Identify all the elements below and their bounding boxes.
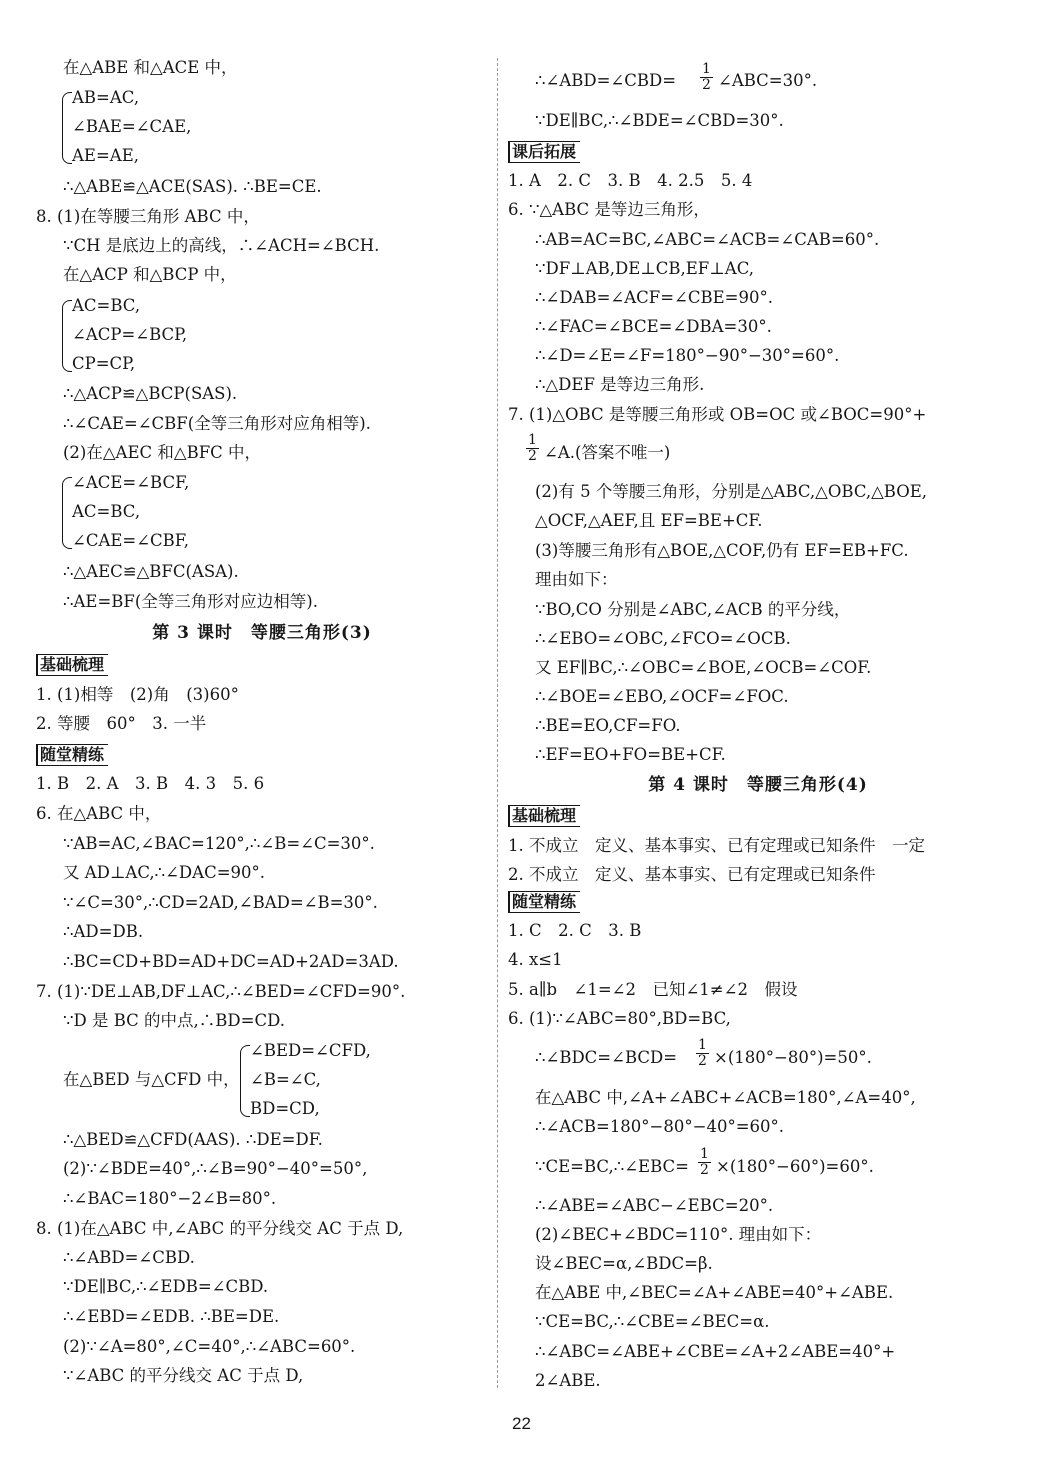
text-line: 在△ABE 和△ACE 中， — [63, 58, 238, 77]
text-line: ∴∠ACB=180°−80°−40°=60°. — [535, 1117, 785, 1136]
section-tag: 基础梳理 — [36, 654, 108, 676]
text-line: ∠CAE=∠CBF, — [72, 531, 189, 550]
section-heading: 第 4 课时 等腰三角形(4) — [648, 775, 868, 795]
text-line: CP=CP, — [72, 354, 136, 373]
question-8: 8. (1)在等腰三角形 ABC 中， — [36, 207, 260, 226]
text-line: ∴∠EBD=∠EDB. ∴BE=DE. — [63, 1307, 280, 1326]
text-line: ∵DE∥BC,∴∠BDE=∠CBD=30°. — [535, 111, 784, 130]
text-line: ∵∠C=30°,∴CD=2AD,∠BAD=∠B=30°. — [63, 893, 378, 912]
text-line: 在△ABE 中,∠BEC=∠A+∠ABE=40°+∠ABE. — [535, 1283, 894, 1302]
text-line: ∵∠ABC 的平分线交 AC 于点 D, — [63, 1366, 304, 1385]
text-line: ∠BED=∠CFD, — [250, 1041, 371, 1060]
text-line: ∵DF⊥AB,DE⊥CB,EF⊥AC, — [535, 259, 754, 278]
text-line: ∵CE=BC,∴∠CBE=∠BEC=α. — [535, 1312, 770, 1331]
text-line: BD=CD, — [250, 1099, 320, 1118]
text-line: (2)∵∠BDE=40°,∴∠B=90°−40°=50°, — [63, 1159, 368, 1178]
text-line: ∴AE=BF(全等三角形对应边相等). — [63, 592, 318, 611]
text-line: 1. B 2. A 3. B 4. 3 5. 6 — [36, 774, 265, 793]
fraction-half — [700, 62, 713, 93]
text-line: ∴EF=EO+FO=BE+CF. — [535, 745, 726, 764]
fraction-numerator: 1 — [700, 1146, 709, 1162]
text-line: ×(180°−80°)=50°. — [714, 1048, 872, 1067]
left-brace-3 — [62, 477, 72, 549]
text-line: 4. x≤1 — [508, 950, 563, 969]
text-line: ∴∠DAB=∠ACF=∠CBE=90°. — [535, 288, 773, 307]
text-line: ∴△ABE≌△ACE(SAS). ∴BE=CE. — [63, 177, 322, 196]
fraction-denominator: 2 — [698, 1053, 707, 1069]
text-line: (2)∠BEC+∠BDC=110°. 理由如下： — [535, 1225, 822, 1244]
column-divider — [497, 58, 498, 1388]
question-6-sec4: 6. (1)∵∠ABC=80°,BD=BC, — [508, 1009, 731, 1028]
left-brace-1 — [62, 92, 72, 164]
text-line: AE=AE, — [72, 146, 139, 165]
text-line: AC=BC, — [72, 502, 141, 521]
fraction-numerator: 1 — [698, 1037, 707, 1053]
text-line: △OCF,△AEF,且 EF=BE+CF. — [535, 511, 763, 530]
question-8b: 8. (1)在△ABC 中,∠ABC 的平分线交 AC 于点 D, — [36, 1219, 404, 1238]
text-line: 设∠BEC=α,∠BDC=β. — [535, 1254, 713, 1273]
text-line: ∠ACE=∠BCF, — [72, 473, 190, 492]
fraction-half — [698, 1147, 711, 1178]
text-line: ∠ABC=30°. — [718, 71, 818, 90]
text-line: 1. (1)相等 (2)角 (3)60° — [36, 685, 239, 704]
text-line: ∴∠EBO=∠OBC,∠FCO=∠OCB. — [535, 629, 791, 648]
question-7-ext: 7. (1)△OBC 是等腰三角形或 OB=OC 或∠BOC=90°+ — [508, 405, 927, 424]
text-line: (3)等腰三角形有△BOE,△COF,仍有 EF=EB+FC. — [535, 541, 909, 560]
text-line: ∴∠BAC=180°−2∠B=80°. — [63, 1189, 277, 1208]
text-line: 5. a∥b ∠1=∠2 已知∠1≠∠2 假设 — [508, 980, 798, 999]
text-line: 又 AD⊥AC,∴∠DAC=90°. — [63, 863, 266, 882]
text-line: ×(180°−60°)=60°. — [716, 1157, 874, 1176]
text-line: ∴AD=DB. — [63, 922, 144, 941]
text-line: ∵D 是 BC 的中点,∴BD=CD. — [63, 1011, 285, 1030]
question-6-ext: 6. ∵△ABC 是等边三角形， — [508, 200, 710, 219]
text-line: ∴AB=AC=BC,∠ABC=∠ACB=∠CAB=60°. — [535, 230, 880, 249]
text-line: 在△ACP 和△BCP 中， — [63, 265, 237, 284]
text-line: ∴∠BDC=∠BCD= — [535, 1048, 678, 1067]
text-line: ∴BE=EO,CF=FO. — [535, 716, 681, 735]
text-line: 1. C 2. C 3. B — [508, 921, 642, 940]
text-line: ∴∠ABE=∠ABC−∠EBC=20°. — [535, 1196, 774, 1215]
text-line: 理由如下： — [535, 570, 618, 589]
fraction-half — [526, 433, 539, 464]
fraction-half — [696, 1038, 709, 1069]
text-line: (2)有 5 个等腰三角形，分别是△ABC,△OBC,△BOE, — [535, 482, 928, 501]
section-tag: 课后拓展 — [508, 141, 580, 163]
text-line: ∴△AEC≌△BFC(ASA). — [63, 562, 239, 581]
text-line: ∠ACP=∠BCP, — [72, 325, 188, 344]
text-line: ∴∠ABC=∠ABE+∠CBE=∠A+2∠ABE=40°+ — [535, 1342, 896, 1361]
text-line: ∠A.(答案不唯一) — [544, 443, 671, 462]
section-tag: 基础梳理 — [508, 805, 580, 827]
question-7: 7. (1)∵DE⊥AB,DF⊥AC,∴∠BED=∠CFD=90°. — [36, 982, 406, 1001]
section-heading: 第 3 课时 等腰三角形(3) — [152, 623, 372, 643]
section-tag: 随堂精练 — [508, 891, 580, 913]
fraction-numerator: 1 — [528, 432, 537, 448]
text-line: ∴△BED≌△CFD(AAS). ∴DE=DF. — [63, 1130, 323, 1149]
text-line: (2)∵∠A=80°,∠C=40°,∴∠ABC=60°. — [63, 1337, 356, 1356]
text-line: ∴△ACP≌△BCP(SAS). — [63, 384, 238, 403]
text-line: ∠BAE=∠CAE, — [72, 117, 192, 136]
fraction-numerator: 1 — [702, 61, 711, 77]
text-line: 又 EF∥BC,∴∠OBC=∠BOE,∠OCB=∠COF. — [535, 658, 872, 677]
text-line: ∴△DEF 是等边三角形. — [535, 375, 705, 394]
text-line: ∴∠CAE=∠CBF(全等三角形对应角相等). — [63, 414, 371, 433]
text-line: ∠B=∠C, — [250, 1070, 321, 1089]
text-line: 2. 不成立 定义、基本事实、已有定理或已知条件 — [508, 865, 876, 884]
text-line: 2. 等腰 60° 3. 一半 — [36, 714, 207, 733]
text-line: ∴BC=CD+BD=AD+DC=AD+2AD=3AD. — [63, 952, 399, 971]
fraction-denominator: 2 — [528, 448, 537, 464]
text-line: ∵CE=BC,∴∠EBC= — [535, 1157, 689, 1176]
text-line: 2∠ABE. — [535, 1371, 601, 1390]
question-6: 6. 在△ABC 中， — [36, 804, 162, 823]
text-line: (2)在△AEC 和△BFC 中， — [63, 443, 262, 462]
text-line: 1. A 2. C 3. B 4. 2.5 5. 4 — [508, 171, 753, 190]
text-line: ∴∠BOE=∠EBO,∠OCF=∠FOC. — [535, 687, 789, 706]
page-number: 22 — [512, 1414, 531, 1433]
text-line: ∴∠D=∠E=∠F=180°−90°−30°=60°. — [535, 346, 840, 365]
text-line: 1. 不成立 定义、基本事实、已有定理或已知条件 一定 — [508, 836, 925, 855]
left-brace-4 — [240, 1045, 250, 1117]
text-line: 在△ABC 中,∠A+∠ABC+∠ACB=180°,∠A=40°, — [535, 1088, 916, 1107]
left-brace-2 — [62, 300, 72, 372]
text-line: ∴∠ABD=∠CBD= — [535, 71, 677, 90]
text-line: ∵CH 是底边上的高线，∴∠ACH=∠BCH. — [63, 236, 380, 255]
text-line: ∵AB=AC,∠BAC=120°,∴∠B=∠C=30°. — [63, 834, 375, 853]
text-line: 在△BED 与△CFD 中， — [63, 1070, 240, 1089]
text-line: ∵BO,CO 分别是∠ABC,∠ACB 的平分线， — [535, 600, 851, 619]
text-line: ∴∠ABD=∠CBD. — [63, 1248, 195, 1267]
text-line: AB=AC, — [72, 88, 140, 107]
text-line: ∵DE∥BC,∴∠EDB=∠CBD. — [63, 1277, 269, 1296]
text-line: ∴∠FAC=∠BCE=∠DBA=30°. — [535, 317, 772, 336]
fraction-denominator: 2 — [700, 1162, 709, 1178]
text-line: AC=BC, — [72, 296, 141, 315]
section-tag: 随堂精练 — [36, 744, 108, 766]
fraction-denominator: 2 — [702, 77, 711, 93]
